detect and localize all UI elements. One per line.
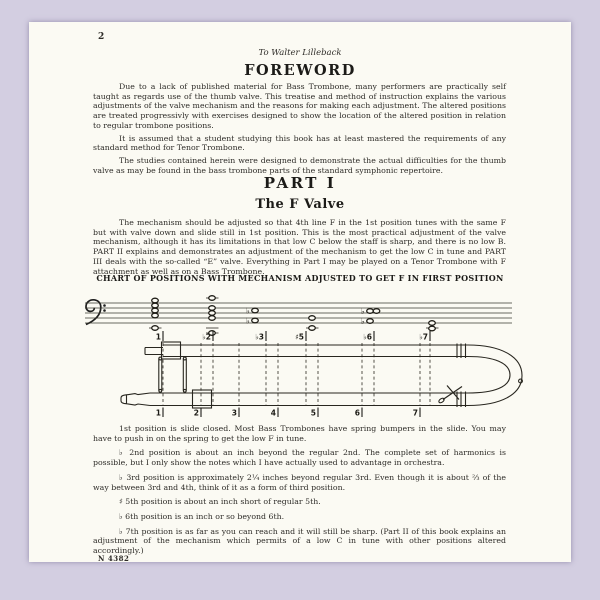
foreword-paragraphs xyxy=(93,82,506,178)
whole-note xyxy=(309,326,316,331)
top-outer-tube xyxy=(163,345,468,357)
slide-brace-right xyxy=(183,359,186,391)
whole-note xyxy=(252,308,259,313)
foreword-paragraph-1: Due to a lack of published material for Bass Trombone, many performers are practically self taught as regards use of the thumb valve. This treatise and method of instruction explains the various adjustments of the valve mechanism and the reasons for making each adjustment. The altered positions are treated progressivly with exercises designed to show the location of the altered position in relation to regular trombone positions. xyxy=(93,82,506,130)
whole-note xyxy=(152,303,159,308)
altered-position-label: ♭3 xyxy=(255,332,264,342)
regular-position-label: 3 xyxy=(231,408,237,418)
whole-note xyxy=(252,318,259,323)
foreword-title: FOREWORD xyxy=(244,62,356,79)
positions-chart xyxy=(60,288,540,438)
position-note-6: ♭ 7th position is as far as you can reach and it will still be sharp. (Part II of this book explains an adjustment of the mechanism which permits of a low C in tune with other positions altered accordingly.) xyxy=(93,526,506,556)
note-column xyxy=(246,306,258,325)
whole-note xyxy=(373,309,380,314)
whole-note xyxy=(209,296,216,301)
whole-note xyxy=(152,313,159,318)
whole-note xyxy=(367,319,374,324)
slide-bow-outer xyxy=(468,345,522,406)
accidental: ♭ xyxy=(246,316,250,326)
regular-position-label: 7 xyxy=(412,408,418,418)
position-note-1: 1st position is slide closed. Most Bass Trombones have spring bumpers in the slide. You may have to push in on the spring to get the low F in tune. xyxy=(93,424,506,443)
part1-paragraphs xyxy=(93,218,506,279)
regular-position-label: 2 xyxy=(193,408,199,418)
whole-note xyxy=(209,306,216,311)
staff-lines xyxy=(85,303,512,326)
regular-position-label: 1 xyxy=(155,408,161,418)
regular-position-label: 4 xyxy=(270,408,276,418)
altered-position-label: ♭6 xyxy=(363,332,372,342)
top-inner-tube xyxy=(145,348,163,355)
altered-position-marks xyxy=(156,331,430,406)
whole-note xyxy=(309,316,316,321)
bass-clef-icon xyxy=(86,300,106,325)
whole-note xyxy=(209,316,216,321)
foreword-paragraph-2: It is assumed that a student studying this book has at least mastered the requirements of any standard method for Tenor Trombone. xyxy=(93,133,506,153)
regular-position-marks xyxy=(156,343,420,418)
part1-paragraph: The mechanism should be adjusted so that 4th line F in the 1st position tunes with the same F but with valve down and slide still in 1st position. This is the most practical adjustment of the valve mechanism, although it has its limitations in that low C below the staff is sharp, and there is no low B. PART II explains and demonstrates an adjustment of the mechanism to get the low C in tune and PART III deals with the so-called “E” valve. Everything in Part I may be played on a Tenor Trombone with F attachment as well as on a Bass Trombone. xyxy=(93,218,506,276)
book-page xyxy=(29,22,571,562)
position-note-5: ♭ 6th position is an inch or so beyond 6th. xyxy=(119,511,285,521)
water-key-icon xyxy=(438,379,522,404)
part1-title: PART I xyxy=(263,174,337,192)
slide-brace-left xyxy=(159,359,162,391)
note-column xyxy=(426,321,439,331)
chart-title: CHART OF POSITIONS WITH MECHANISM ADJUSTED TO GET F IN FIRST POSITION xyxy=(96,273,504,283)
foreword-paragraph-3: The studies contained herein were designed to demonstrate the actual difficulties for the thumb valve as may be found in the bass trombone parts of the standard symphonic repertoire. xyxy=(93,155,506,175)
whole-note xyxy=(429,321,436,326)
altered-position-label: ♯5 xyxy=(295,332,304,342)
position-note-2: ♭ 2nd position is about an inch beyond the regular 2nd. The complete set of harmonics is possible, but I only show the notes which I have actually used to advantage in orchestra. xyxy=(93,448,506,468)
accidental: ♭ xyxy=(361,306,365,316)
altered-position-label: ♭2 xyxy=(202,332,211,342)
fvalve-subtitle: The F Valve xyxy=(255,197,345,212)
plate-number: N 4382 xyxy=(98,554,130,562)
note-column xyxy=(206,296,219,336)
whole-note xyxy=(152,326,159,331)
slide-bow-inner xyxy=(468,357,510,394)
dedication: To Walter Lilleback xyxy=(258,48,342,58)
ferrule-rings-top xyxy=(457,344,466,359)
accidental: ♭ xyxy=(361,316,365,326)
whole-note xyxy=(152,298,159,303)
position-notes xyxy=(93,424,506,561)
whole-note xyxy=(429,326,436,331)
accidental: ♭ xyxy=(246,306,250,316)
whole-note xyxy=(367,309,374,314)
mouthpiece xyxy=(121,393,150,406)
altered-position-label: ♭7 xyxy=(419,332,428,342)
regular-position-label: 5 xyxy=(310,408,316,418)
position-note-4: ♯ 5th position is about an inch short of regular 5th. xyxy=(119,497,321,507)
page-number: 2 xyxy=(98,32,105,42)
position-note-3: ♭ 3rd position is approximately 2¼ inches beyond regular 3rd. Even though it is about ⅔ of the way between 3rd and 4th, think of it as a form of third position. xyxy=(93,472,506,492)
whole-note xyxy=(152,308,159,313)
whole-note xyxy=(209,311,216,316)
regular-position-label: 6 xyxy=(354,408,360,418)
altered-position-label: 1 xyxy=(155,332,161,342)
trombone-slide-diagram xyxy=(121,342,522,408)
